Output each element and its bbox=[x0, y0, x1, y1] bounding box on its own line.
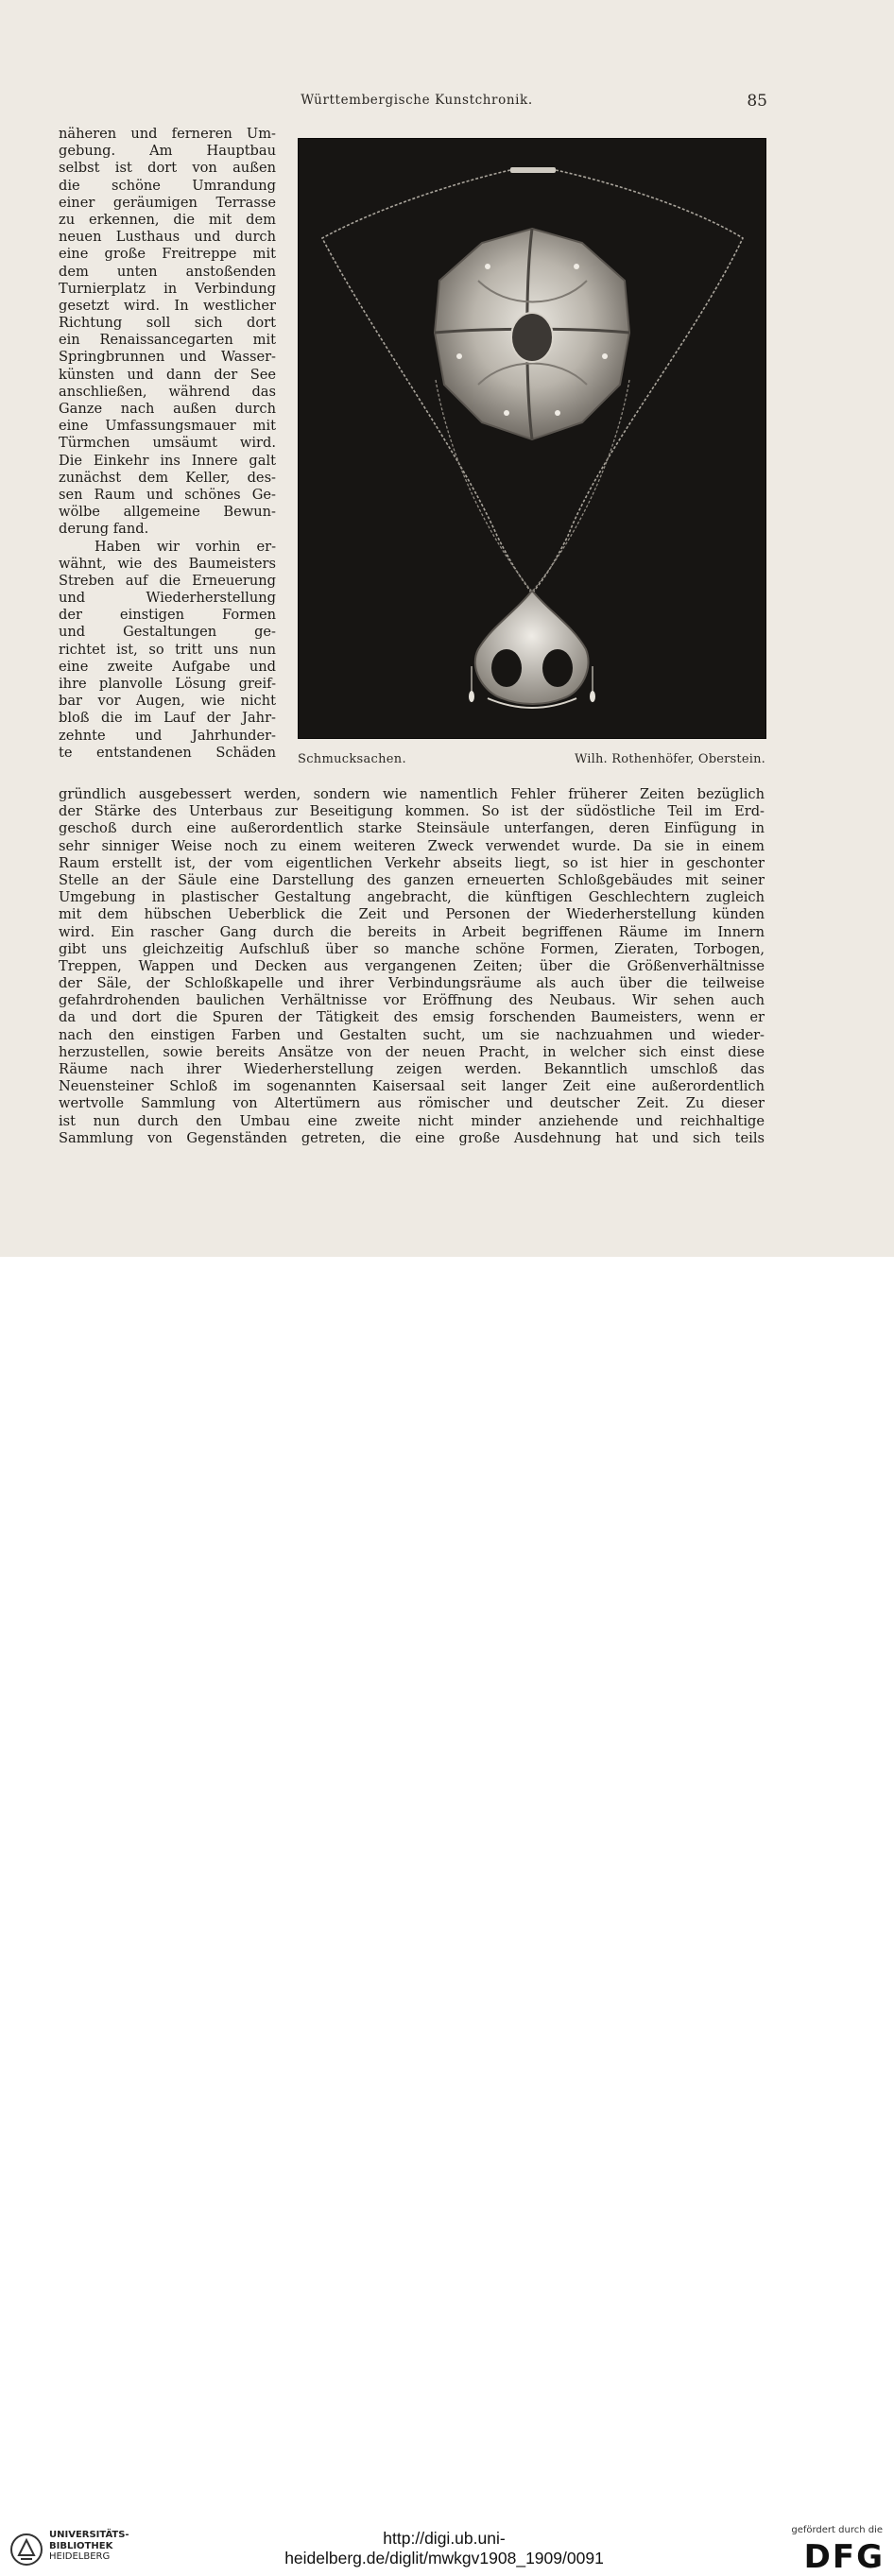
dfg-logo: DFG bbox=[803, 2538, 885, 2576]
text-line: Haben wir vorhin er- bbox=[95, 538, 276, 555]
text-line: dem unten anstoßenden bbox=[59, 263, 276, 280]
text-line: gebung. Am Hauptbau bbox=[59, 143, 276, 160]
text-line: ist nun durch den Umbau eine zweite nicht minder anziehende und reichhaltige bbox=[59, 1112, 765, 1129]
text-line: selbst ist dort von außen bbox=[59, 160, 276, 177]
text-line: gründlich ausgebessert werden, sondern wie namentlich Fehler früherer Zeiten bezüglich bbox=[59, 786, 765, 802]
left-text-column bbox=[59, 126, 276, 762]
text-line: bloß die im Lauf der Jahr- bbox=[59, 710, 276, 727]
text-line: Richtung soll sich dort bbox=[59, 315, 276, 332]
text-line: nach den einstigen Farben und Gestalten sucht, um sie nachzuahmen und wieder- bbox=[59, 1026, 765, 1043]
text-line: zu erkennen, die mit dem bbox=[59, 211, 276, 228]
text-line: Streben auf die Erneuerung bbox=[59, 572, 276, 589]
text-line: anschließen, während das bbox=[59, 383, 276, 400]
figure-caption-title: Schmucksachen. bbox=[298, 752, 406, 766]
text-line: Ganze nach außen durch bbox=[59, 401, 276, 417]
text-line: derung fand. bbox=[59, 521, 149, 538]
text-line: geschoß durch eine außerordentlich starke Steinsäule unterfangen, deren Einfügung in bbox=[59, 820, 765, 837]
text-line: herzustellen, sowie bereits Ansätze von der neuen Pracht, in welcher sich einst diese bbox=[59, 1043, 765, 1060]
text-line: Raum erstellt ist, der vom eigentlichen Verkehr abseits liegt, so ist hier in geschonter bbox=[59, 854, 765, 871]
source-url-link[interactable]: http://digi.ub.uni-heidelberg.de/diglit/mwkgv1908_1909/0091 bbox=[284, 2529, 604, 2567]
text-line: wertvolle Sammlung von Altertümern aus römischer und deutscher Zeit. Zu dieser bbox=[59, 1095, 765, 1112]
library-name-line: BIBLIOTHEK bbox=[49, 2540, 113, 2551]
text-line: eine zweite Aufgabe und bbox=[59, 658, 276, 675]
scanned-page bbox=[0, 0, 894, 1257]
text-line: da und dort die Spuren der Tätigkeit des emsig forschenden Baumeisters, wenn er bbox=[59, 1009, 765, 1026]
text-line: der Stärke des Unterbaus zur Beseitigung kommen. So ist der südöstliche Teil im Erd- bbox=[59, 803, 765, 820]
text-line: neuen Lusthaus und durch bbox=[59, 229, 276, 246]
text-line: die schöne Umrandung bbox=[59, 177, 276, 194]
library-name-line: UNIVERSITÄTS- bbox=[49, 2530, 129, 2540]
text-line: der einstigen Formen bbox=[59, 607, 276, 624]
text-line: eine große Freitreppe mit bbox=[59, 246, 276, 263]
text-line: Neuensteiner Schloß im sogenannten Kaisersaal seit langer Zeit eine außerordentlich bbox=[59, 1078, 765, 1095]
text-line: Umgebung in plastischer Gestaltung angebracht, die künftigen Geschlechtern zugleich bbox=[59, 889, 765, 906]
library-name-line: HEIDELBERG bbox=[49, 2551, 111, 2562]
text-line: der Säle, der Schloßkapelle und ihrer Verbindungsräume als auch über die teilweise bbox=[59, 975, 765, 992]
text-line: eine Umfassungsmauer mit bbox=[59, 418, 276, 435]
text-line: Die Einkehr ins Innere galt bbox=[59, 452, 276, 469]
text-line: näheren und ferneren Um- bbox=[59, 126, 276, 142]
page-number: 85 bbox=[747, 92, 767, 111]
text-line: gibt uns gleichzeitig Aufschluß über so manche schöne Formen, Zieraten, Torbogen, bbox=[59, 940, 765, 957]
text-line: Türmchen umsäumt wird. bbox=[59, 435, 276, 452]
text-line: wähnt, wie des Baumeisters bbox=[59, 555, 276, 572]
full-width-text bbox=[59, 786, 765, 1147]
text-line: zunächst dem Keller, des- bbox=[59, 469, 276, 486]
text-line: mit dem hübschen Ueberblick die Zeit und Personen der Wiederherstellung künden bbox=[59, 906, 765, 923]
text-line: und Wiederherstellung bbox=[59, 590, 276, 607]
text-line: ihre planvolle Lösung greif- bbox=[59, 676, 276, 692]
text-line: künsten und dann der See bbox=[59, 366, 276, 383]
figure-caption-credit: Wilh. Rothenhöfer, Oberstein. bbox=[574, 752, 765, 766]
jewelry-photograph bbox=[298, 138, 766, 739]
text-line: te entstandenen Schäden bbox=[59, 744, 276, 761]
text-line: einer geräumigen Terrasse bbox=[59, 194, 276, 211]
text-line: sen Raum und schönes Ge- bbox=[59, 486, 276, 503]
text-line: Sammlung von Gegenständen getreten, die eine große Ausdehnung hat und sich teils bbox=[59, 1129, 765, 1146]
digitization-footer bbox=[0, 1257, 894, 2576]
text-line: gesetzt wird. In westlicher bbox=[59, 297, 276, 314]
library-name bbox=[49, 2530, 129, 2563]
necklace-illustration bbox=[299, 139, 765, 738]
text-line: Springbrunnen und Wasser- bbox=[59, 349, 276, 366]
text-line: wird. Ein rascher Gang durch die bereits in Arbeit begriffenen Räume im Innern bbox=[59, 923, 765, 940]
text-line: sehr sinniger Weise noch zu einem weiteren Zweck verwendet wurde. Da sie in einem bbox=[59, 837, 765, 854]
text-line: ein Renaissancegarten mit bbox=[59, 332, 276, 349]
university-seal-icon bbox=[9, 2531, 43, 2568]
text-line: wölbe allgemeine Bewun- bbox=[59, 504, 276, 521]
text-line: und Gestaltungen ge- bbox=[59, 624, 276, 641]
funding-note: gefördert durch die bbox=[791, 2525, 883, 2535]
running-head: Württembergische Kunstchronik. bbox=[301, 93, 533, 108]
text-line: zehnte und Jahrhunder- bbox=[59, 727, 276, 744]
text-line: richtet ist, so tritt uns nun bbox=[59, 641, 276, 658]
text-line: Turnierplatz in Verbindung bbox=[59, 280, 276, 297]
text-line: Treppen, Wappen und Decken aus vergangenen Zeiten; über die Größenverhältnisse bbox=[59, 957, 765, 974]
text-line: gefahrdrohenden baulichen Verhältnisse vor Eröffnung des Neubaus. Wir sehen auch bbox=[59, 992, 765, 1009]
text-line: bar vor Augen, wie nicht bbox=[59, 693, 276, 710]
text-line: Räume nach ihrer Wiederherstellung zeigen werden. Bekanntlich umschloß das bbox=[59, 1061, 765, 1077]
text-line: Stelle an der Säule eine Darstellung des ganzen erneuerten Schloßgebäudes mit seiner bbox=[59, 871, 765, 888]
